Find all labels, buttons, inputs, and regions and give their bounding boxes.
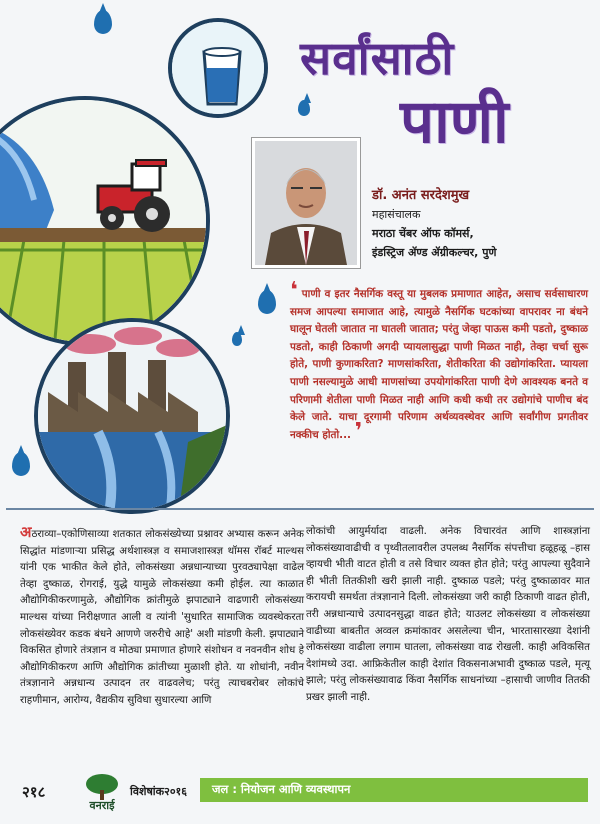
author-role: महासंचालक [372, 208, 421, 221]
glass-of-water-illustration [168, 18, 268, 118]
section-banner: जल : नियोजन आणि व्यवस्थापन [200, 778, 588, 802]
author-org-line2: इंडस्ट्रिज ॲण्ड ॲग्रीकल्चर, पुणे [372, 246, 497, 259]
article-title-line2: पाणी [400, 87, 509, 157]
vanrai-logo [80, 772, 124, 816]
tractor-farm-illustration [0, 96, 210, 346]
body-column-left [20, 524, 304, 710]
issue-label: विशेषांक२०१६ [130, 785, 187, 798]
pull-quote [290, 278, 588, 444]
body-text-right: लोकांची आयुर्मर्यादा वाढली. अनेक विचारवंत आणि शास्त्रज्ञांना लोकसंख्यावाढीची व पृथ्वीतलावरील उपलब्ध नैसर्गिक संपत्तीचा हळूहळू –हास व्हायची भीती वाटत होती व तसे विचार व्यक्त होत होते; परंतु आपल्या सुदैवाने ही भीती तितकीशी खरी झाली नाही. दुष्काळ पडले; परंतु दुष्काळावर मात करायची समर्थता तंत्रज्ञानाने दिली. लोकसंख्या जरी काही ठिकाणी वाढत होती, तरी अन्नधान्याचे उत्पादनसुद्धा वाढत होते; याउलट लोकसंख्या व लोकसंख्या वाढीच्या बाबतीत अव्वल क्रमांकावर असलेल्या चीन, भारतासारख्या देशांनी लोकसंख्या वाढीला लगाम घातला, लोकसंख्या वाढ रोखली. काही अविकसित देशांमध्ये उदा. आफ्रिकेतील काही देशांत विकसनाअभावी दुष्काळ पडले, मृत्यू झाले; परंतु लोकसंख्यावाढ किंवा नैसर्गिक साधनांच्या –हासाची जाणीव तितकी प्रखर झाली नाही. [306, 526, 590, 703]
author-block [372, 186, 592, 262]
drop-cap: अ [20, 523, 32, 541]
section-divider [6, 508, 594, 510]
water-drop-icon [232, 332, 242, 346]
quote-open-icon: ❛ [290, 278, 298, 303]
water-drop-icon [12, 452, 30, 476]
factory-pollution-illustration [34, 318, 230, 514]
water-drop-icon [298, 100, 310, 116]
water-drop-icon [258, 290, 276, 314]
article-title-line1: सर्वांसाठी [300, 31, 455, 85]
quote-close-icon: ❜ [354, 418, 363, 444]
author-photo [252, 138, 360, 268]
author-name: डॉ. अनंत सरदेशमुख [372, 188, 470, 203]
body-column-right [306, 524, 590, 707]
logo-text: वनराई [89, 799, 115, 812]
body-text-left: ठराव्या–एकोणिसाव्या शतकात लोकसंख्येच्या प्रश्नावर अभ्यास करून अनेक सिद्धांत मांडणाऱ्या प्रसिद्ध अर्थशास्त्रज्ञ व समाजशास्त्रज्ञ थॉमस रॉबर्ट माल्थस यांनी एक भाकीत केले होते, लोकसंख्या अन्नधान्याच्या पुरवठ्यापेक्षा वाढेल तेव्हा दुष्काळ, रोगराई, युद्धे यामुळे लोकसंख्या कमी होईल. त्या काळात औद्योगिकीकरणामुळे, औद्योगिक क्रांतीमुळे झपाट्याने वाढणारी लोकसंख्या माल्थस यांच्या निरीक्षणात आली व त्यांनी 'सुधारित सामाजिक व्यवस्थेकरता लोकसंख्येवर कडक बंधने आणणे जरुरीचे आहे' अशी मांडणी केली. झपाट्याने विकसित होणारे तंत्रज्ञान व मोठ्या प्रमाणात होणारे संशोधन व नवनवीन शोध हे औद्योगिकीकरण आणि औद्योगिक क्रांतीच्या मुळाशी होते. या शोधांनी, नवीन तंत्रज्ञानाने अन्नधान्य उत्पादन तर वाढवलेच; परंतु त्याचबरोबर लोकांचे राहणीमान, आरोग्य, वैद्यकीय सुविधा सुधारल्या आणि [20, 529, 304, 706]
page-number: २१८ [22, 783, 46, 801]
author-org-line1: मराठा चेंबर ऑफ कॉमर्स, [372, 227, 474, 240]
page-footer [0, 772, 600, 824]
water-drop-icon [94, 10, 112, 34]
pull-quote-text: पाणी व इतर नैसर्गिक वस्तू या मुबलक प्रमाणात आहेत, असाच सर्वसाधारण समज आपल्या समाजात आहे, त्यामुळे नैसर्गिक घटकांच्या वापरावर ना बंधने घालून घेतली जातात ना घातली जातात; परंतु जेव्हा पाऊस कमी पडतो, दुष्काळ पडतो, काही ठिकाणी अगदी प्यायलासुद्धा पाणी मिळत नाही, तेव्हा चर्चा सुरू होते, पाणी कुणाकरिता? माणसांकरिता, शेतीकरिता की उद्योगांकरिता. प्यायला पाणी नसल्यामुळे आधी माणसांच्या उपयोगांकरिता पाणी देणे आवश्यक बनते व परिणामी शेतीला पाणी मिळत नाही आणि कधी कधी तर उद्योगांचे पाणीच बंद केले जाते. याचा दूरगामी परिणाम अर्थव्यवस्थेवर आणि सर्वांगीण प्रगतीवर नक्कीच होतो... [290, 288, 588, 441]
